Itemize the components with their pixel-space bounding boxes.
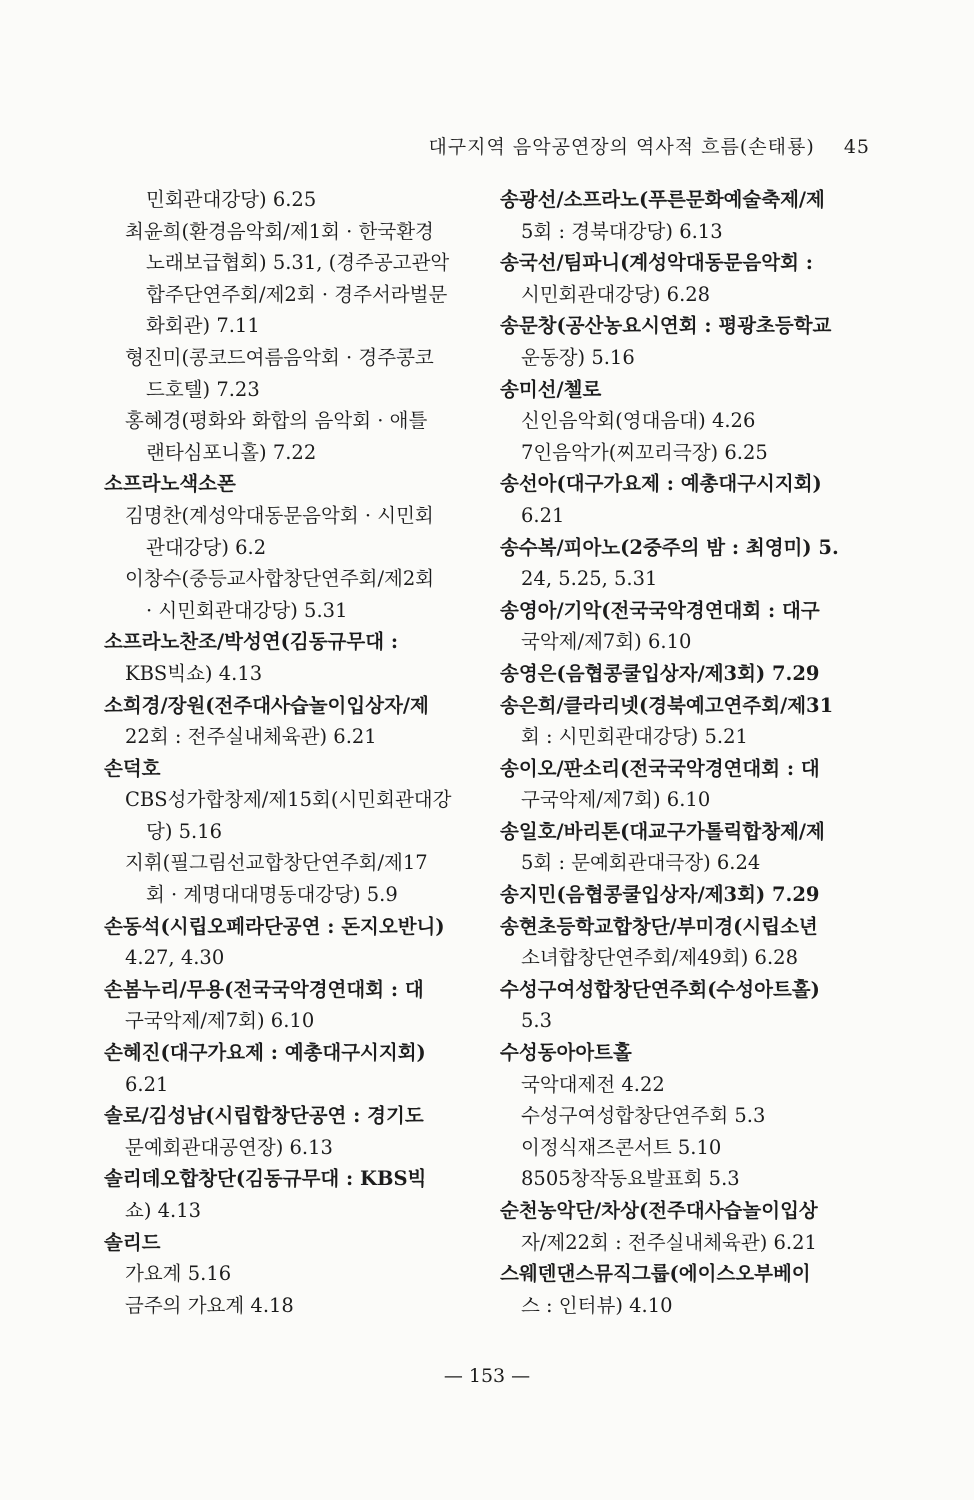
- index-entry-line: 가요계 5.16: [125, 1262, 232, 1286]
- index-entry-line: 24, 5.25, 5.31: [521, 567, 658, 591]
- index-heading: 손동석(시립오페라단공연 : 돈지오반니): [104, 914, 445, 938]
- index-entry-line: 노래보급협회) 5.31, (경주공고관악: [146, 251, 450, 275]
- index-entry-line: 6.21: [125, 1072, 169, 1096]
- index-entry-line: 홍혜경(평화와 화합의 음악회 · 애틀: [125, 409, 428, 433]
- index-heading: 스웨덴댄스뮤직그룹(에이스오부베이: [500, 1262, 811, 1286]
- index-heading: 송영아/기악(전국국악경연대회 : 대구: [500, 598, 820, 622]
- index-entry-line: 쇼) 4.13: [125, 1199, 202, 1222]
- index-entry-line: 회 · 계명대대명동대강당) 5.9: [146, 883, 398, 907]
- index-heading: 송일호/바리톤(대교구가톨릭합창제/제: [500, 819, 825, 843]
- index-heading: 솔리드: [104, 1230, 161, 1254]
- index-entry-line: 문예회관대공연장) 6.13: [125, 1135, 333, 1159]
- index-entry-line: 랜타심포니홀) 7.22: [146, 440, 317, 464]
- index-entry-line: 4.27, 4.30: [125, 946, 225, 970]
- index-heading: 수성구여성합창단연주회(수성아트홀): [500, 977, 820, 1001]
- index-heading: 솔리데오합창단(김동규무대 : KBS빅: [104, 1167, 427, 1191]
- index-entry-line: 7인음악가(찌꼬리극장) 6.25: [521, 440, 768, 464]
- index-heading: 송선아(대구가요제 : 예총대구시지회): [500, 472, 822, 496]
- index-heading: 송수복/피아노(2중주의 밤 : 최영미) 5.: [500, 535, 839, 559]
- index-entry-line: 8505창작동요발표회 5.3: [521, 1167, 740, 1191]
- index-entry-line: 지휘(필그림선교합창단연주회/제17: [125, 851, 428, 875]
- index-entry-line: 수성구여성합창단연주회 5.3: [521, 1104, 766, 1128]
- index-heading: 솔로/김성남(시립합창단공연 : 경기도: [104, 1104, 424, 1128]
- index-entry-line: 5회 : 문예회관대극장) 6.24: [521, 851, 761, 875]
- index-entry-line: 민회관대강당) 6.25: [146, 188, 317, 211]
- index-heading: 송문창(공산농요시연회 : 평광초등학교: [500, 314, 832, 338]
- index-heading: 송지민(음협콩쿨입상자/제3회) 7.29: [500, 883, 820, 907]
- index-heading: 소희경/장원(전주대사습놀이입상자/제: [104, 693, 429, 717]
- index-entry-line: 회 : 시민회관대강당) 5.21: [521, 725, 748, 749]
- index-heading: 송이오/판소리(전국국악경연대회 : 대: [500, 756, 820, 780]
- index-heading: 송미선/첼로: [500, 377, 602, 401]
- index-entry-line: 국악제/제7회) 6.10: [521, 630, 692, 654]
- index-heading: 순천농악단/차상(전주대사습놀이입상: [500, 1199, 818, 1222]
- index-entry-line: 6.21: [521, 503, 565, 527]
- index-entry-line: · 시민회관대강당) 5.31: [146, 598, 348, 622]
- index-entry-line: 스 : 인터뷰) 4.10: [521, 1293, 673, 1317]
- index-entry-line: 구국악제/제7회) 6.10: [125, 1009, 315, 1033]
- header-page-number: 45: [843, 136, 870, 158]
- index-entry-line: 소녀합창단연주회/제49회) 6.28: [521, 946, 798, 970]
- index-heading: 송은희/클라리넷(경북예고연주회/제31: [500, 693, 834, 717]
- index-entry-line: 금주의 가요계 4.18: [125, 1293, 294, 1317]
- index-entry-line: 합주단연주회/제2회 · 경주서라벌문: [146, 282, 448, 306]
- index-heading: 송영은(음협콩쿨입상자/제3회) 7.29: [500, 661, 820, 685]
- index-entry-line: 형진미(콩코드여름음악회 · 경주콩코: [125, 345, 434, 369]
- index-entry-line: 화회관) 7.11: [146, 314, 260, 338]
- index-entry-line: 자/제22회 : 전주실내체육관) 6.21: [521, 1230, 817, 1254]
- index-entry-line: 구국악제/제7회) 6.10: [521, 788, 711, 812]
- index-entry-line: 이정식재즈콘서트 5.10: [521, 1135, 722, 1159]
- index-heading: 송광선/소프라노(푸른문화예술축제/제: [500, 188, 825, 211]
- index-entry-line: KBS빅쇼) 4.13: [125, 661, 263, 685]
- index-entry-line: 당) 5.16: [146, 819, 223, 843]
- index-heading: 송국선/팀파니(계성악대동문음악회 :: [500, 251, 813, 275]
- index-entry-line: 김명찬(계성악대동문음악회 · 시민회: [125, 503, 434, 527]
- index-entry-line: 관대강당) 6.2: [146, 535, 267, 559]
- index-entry-line: 최윤희(환경음악회/제1회 · 한국환경: [125, 219, 434, 243]
- index-heading: 송현초등학교합창단/부미경(시립소년: [500, 914, 818, 938]
- index-heading: 소프라노색소폰: [104, 472, 236, 496]
- running-header: [428, 132, 870, 159]
- index-heading: 수성동아아트홀: [500, 1041, 632, 1065]
- index-entry-line: 5회 : 경북대강당) 6.13: [521, 219, 723, 243]
- header-title: 대구지역 음악공연장의 역사적 흐름(손태룡): [428, 136, 815, 158]
- index-entry-line: 국악대제전 4.22: [521, 1072, 665, 1096]
- index-heading: 손봄누리/무용(전국국악경연대회 : 대: [104, 977, 424, 1001]
- index-entry-line: 드호텔) 7.23: [146, 377, 260, 401]
- index-entry-line: 신인음악회(영대음대) 4.26: [521, 409, 756, 433]
- index-entry-line: 시민회관대강당) 6.28: [521, 282, 711, 306]
- index-entry-line: 운동장) 5.16: [521, 345, 635, 369]
- index-entry-line: CBS성가합창제/제15회(시민회관대강: [125, 788, 452, 812]
- index-heading: 손혜진(대구가요제 : 예총대구시지회): [104, 1041, 426, 1065]
- page-footer: [0, 1365, 974, 1387]
- index-entry-line: 이창수(중등교사합창단연주회/제2회: [125, 567, 435, 591]
- right-column: [500, 184, 870, 1321]
- footer-page-number: — 153 —: [443, 1365, 531, 1387]
- index-entry-line: 22회 : 전주실내체육관) 6.21: [125, 725, 377, 749]
- index-heading: 손덕호: [104, 756, 161, 780]
- left-column: [104, 184, 474, 1321]
- index-heading: 소프라노찬조/박성연(김동규무대 :: [104, 630, 399, 654]
- index-entry-line: 5.3: [521, 1009, 553, 1033]
